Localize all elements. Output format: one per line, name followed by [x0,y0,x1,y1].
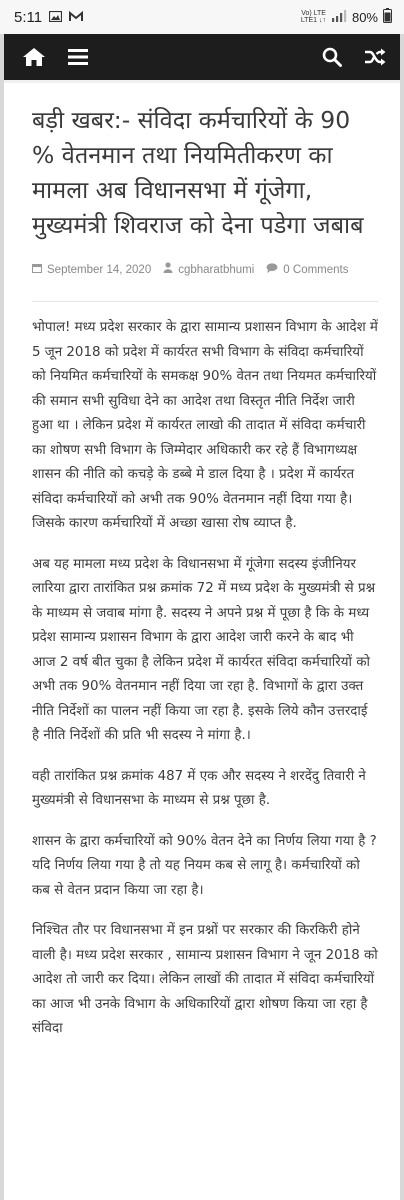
status-bar [0,0,404,34]
article-author[interactable]: cgbharatbhumi [178,264,255,276]
status-right [301,8,392,26]
calendar-icon [32,257,42,283]
page-frame [0,34,404,1200]
navbar-left [22,47,88,67]
network-label-bottom: LTE1 ↓↑ [300,17,326,24]
shuffle-icon[interactable] [364,48,386,66]
article-title: बड़ी खबर:- संविदा कर्मचारियों के 90 % वेतनमान तथा नियमितीकरण का मामला अब विधानसभा में गूंजेगा, मुख्यमंत्री शिवराज को देना पडेगा जबाब [32,106,364,239]
article-content [4,103,400,1042]
signal-icon [331,10,347,25]
user-icon [163,257,173,283]
article-comments-link[interactable]: 0 Comments [283,264,349,276]
article-paragraph: शासन के द्वारा कर्मचारियों को 90% वेतन देने का निर्णय लिया गया है ? यदि निर्णय लिया गया है तो यह नियम कब से लागू है। कर्मचारियों को कब से वेतन प्रदान किया जा रहा है। [32,833,377,898]
article-paragraph: अब यह मामला मध्य प्रदेश के विधानसभा में गूंजेगा सदस्य इंजीनियर लारिया द्वारा तारांकित प्रश्न क्रमांक 72 में मध्य प्रदेश के मुख्यमंत्री से प्रश्न के माध्यम से जवाब मांगा है. सदस्य ने अपने प्रश्न में पूछा है कि के मध्य प्रदेश सामान्य प्रशासन विभाग के द्वारा आदेश जारी करने के बाद भी आज 2 वर्ष बीत चुका है लेकिन प्रदेश में कार्यरत संविदा कर्मचारियों को अभी तक 90% वेतनमान नहीं दिया जा रहा है. विभागों के द्वारा उक्त नीति निर्देशों का पालन नहीं किया जा रहा है. इसके लिये कौन उत्तरदाई है नीति निर्देशों की प्रति भी सदस्य ने मांगा है.। [32,556,376,744]
article-meta [32,257,378,283]
navbar-underline [4,80,400,83]
gmail-notification-icon [69,9,83,25]
search-icon[interactable] [322,47,342,67]
meta-divider [32,301,378,302]
network-label [301,10,326,24]
article-paragraph: भोपाल! मध्य प्रदेश सरकार के द्वारा सामान्य प्रशासन विभाग के आदेश में 5 जून 2018 को प्रदेश में कार्यरत सभी विभाग के संविदा कर्मचारियों को नियमित कर्मचारियों के समकक्ष 90% वेतन तथा नियमत कर्मचारियों की समान सभी सुविधा देने का आदेश तथा विस्तृत नीति निर्देश जारी हुआ था । लेकिन प्रदेश में कार्यरत लाखो की तादात में संविदा कर्मचारी का शोषण सभी विभाग के जिम्मेदार अधिकारी कर रहे हैं विभागध्यक्ष शासन की नीति को कचड़े के डब्बे मे डाल दिया है । प्रदेश में कार्यरत संविदा कर्मचारियों को अभी तक 90% वेतनमान नहीं दिया गया है। जिसके कारण कर्मचारियों में अच्छा खासा रोष व्याप्त है. [32,320,378,532]
gallery-notification-icon [49,9,62,25]
battery-percent: 80% [351,9,378,25]
status-left [14,9,83,26]
article-paragraph: वही तारांकित प्रश्न क्रमांक 487 में एक और सदस्य ने शरदेंदु तिवारी ने मुख्यमंत्री से विधानसभा के माध्यम से प्रश्न पूछा है. [32,768,366,809]
comment-icon [266,257,278,283]
home-icon[interactable] [22,47,46,67]
navbar-right [322,47,386,67]
network-label-top: Vo) LTE [301,10,326,17]
menu-icon[interactable] [68,49,88,65]
site-navbar [4,34,400,80]
article-date[interactable]: September 14, 2020 [47,264,152,276]
battery-icon [383,8,392,26]
status-time: 5:11 [14,8,43,26]
article-paragraph: निश्चित तौर पर विधानसभा में इन प्रश्नों पर सरकार की किरकिरी होने वाली है। मध्य प्रदेश सरकार , सामान्य प्रशासन विभाग ने जून 2018 को आदेश तो जारी कर दिया। लेकिन लाखों की तादात में संविदा कर्मचारियों का आज भी उनके विभाग के अधिकारियों द्वारा शोषण किया जा रहा है संविदा [32,923,378,1037]
